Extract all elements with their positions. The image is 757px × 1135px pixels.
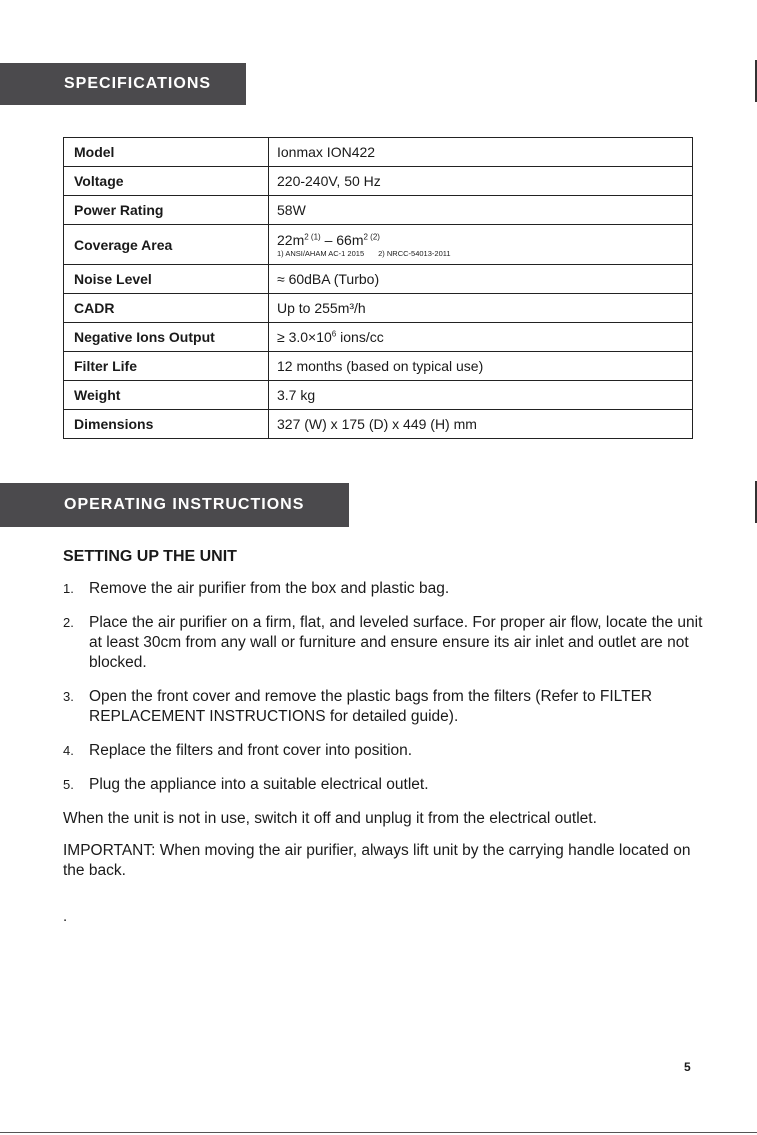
spec-label: Dimensions: [64, 410, 269, 439]
section-title: OPERATING INSTRUCTIONS: [64, 496, 305, 513]
table-row: [64, 167, 693, 196]
coverage-max: 66m: [336, 231, 364, 248]
stray-dot: .: [63, 908, 68, 925]
spec-value: 3.7 kg: [269, 381, 693, 410]
spec-value: Up to 255m³/h: [269, 294, 693, 323]
spec-value: [269, 323, 693, 352]
important-note: IMPORTANT: When moving the air purifier, always lift unit by the carrying handle located on the back.: [63, 842, 691, 879]
bottom-rule: [0, 1132, 757, 1133]
table-row: [64, 225, 693, 265]
setup-heading: SETTING UP THE UNIT: [63, 548, 237, 565]
spec-value: 327 (W) x 175 (D) x 449 (H) mm: [269, 410, 693, 439]
page-number: 5: [684, 1060, 691, 1074]
step-text: Plug the appliance into a suitable electrical outlet.: [89, 776, 429, 793]
spec-label: Voltage: [64, 167, 269, 196]
coverage-notes: [277, 249, 682, 258]
list-item: [63, 579, 703, 599]
step-text: Replace the filters and front cover into position.: [89, 742, 413, 759]
coverage-max-sup: 2 (2): [363, 231, 380, 241]
spec-label: Coverage Area: [64, 225, 269, 265]
spec-label: Power Rating: [64, 196, 269, 225]
step-number: 2.: [63, 615, 74, 630]
spec-value: [269, 225, 693, 265]
spec-value: 58W: [269, 196, 693, 225]
specifications-table: [63, 137, 693, 439]
step-number: 3.: [63, 689, 74, 704]
step-number: 1.: [63, 581, 74, 596]
table-row: [64, 196, 693, 225]
table-row: [64, 352, 693, 381]
step-text: Place the air purifier on a firm, flat, and leveled surface. For proper air flow, locate the unit at least 30cm from any wall or furniture and ensure ensure its air inlet and outlet are not blocked.: [89, 614, 703, 671]
table-row: [64, 265, 693, 294]
operating-instructions: [63, 547, 703, 893]
spec-value: Ionmax ION422: [269, 138, 693, 167]
spec-label: Noise Level: [64, 265, 269, 294]
section-title: SPECIFICATIONS: [64, 75, 212, 92]
specifications-banner: [0, 63, 246, 105]
table-row: [64, 323, 693, 352]
spec-label: Model: [64, 138, 269, 167]
coverage-range: [277, 232, 682, 248]
list-item: [63, 613, 703, 673]
spec-label: Filter Life: [64, 352, 269, 381]
usage-note: When the unit is not in use, switch it off and unplug it from the electrical outlet.: [63, 810, 597, 827]
list-item: [63, 775, 703, 795]
coverage-min-sup: 2 (1): [304, 231, 321, 241]
step-text: Open the front cover and remove the plastic bags from the filters (Refer to FILTER REPLACEMENT INSTRUCTIONS for detailed guide).: [89, 688, 653, 725]
coverage-note-1: 1) ANSI/AHAM AC-1 2015: [277, 248, 365, 258]
list-item: [63, 687, 703, 727]
spec-label: CADR: [64, 294, 269, 323]
coverage-note-2: 2) NRCC-54013-2011: [378, 248, 451, 258]
step-number: 5.: [63, 777, 74, 792]
table-row: [64, 138, 693, 167]
table-row: [64, 294, 693, 323]
ions-unit: ions/cc: [336, 329, 384, 345]
range-dash: –: [320, 231, 337, 248]
table-row: [64, 381, 693, 410]
spec-value: 12 months (based on typical use): [269, 352, 693, 381]
coverage-min: 22m: [277, 231, 305, 248]
table-row: [64, 410, 693, 439]
operating-instructions-banner: [0, 483, 349, 527]
spec-value: ≈ 60dBA (Turbo): [269, 265, 693, 294]
spec-label: Weight: [64, 381, 269, 410]
spec-value: 220-240V, 50 Hz: [269, 167, 693, 196]
spec-label: Negative Ions Output: [64, 323, 269, 352]
setup-steps: [63, 579, 703, 795]
ions-exponent: 6: [331, 329, 337, 339]
step-text: Remove the air purifier from the box and plastic bag.: [89, 580, 450, 597]
list-item: [63, 741, 703, 761]
ions-base: ≥ 3.0×10: [277, 329, 332, 345]
step-number: 4.: [63, 743, 74, 758]
